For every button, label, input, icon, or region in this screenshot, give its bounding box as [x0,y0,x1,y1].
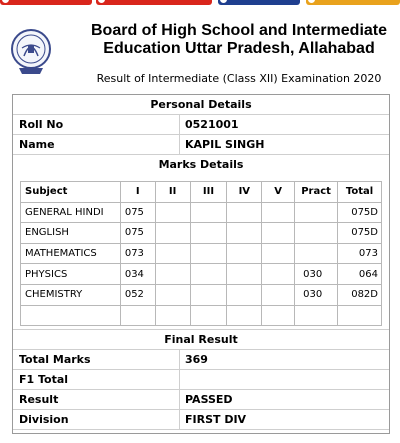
table-row [21,284,382,305]
up-board-emblem-icon [10,28,52,78]
board-title [86,22,392,58]
paper-ii-cell [155,284,190,305]
pract-cell: 030 [295,264,338,285]
roll-no-value: 0521001 [185,118,239,131]
subject-cell: ENGLISH [21,223,121,244]
paper-v-cell [262,202,295,223]
roll-no-label: Roll No [19,118,64,131]
paper-ii-cell [155,243,190,264]
total-cell: 075D [338,202,382,223]
name-value: KAPIL SINGH [185,138,265,151]
page-header [0,6,400,92]
result-row [13,390,389,410]
division-value: FIRST DIV [185,413,247,426]
board-title-line1: Board of High School and Intermediate [90,22,388,39]
paper-iv-cell [227,305,262,326]
table-row [21,202,382,223]
paper-i-cell [120,305,155,326]
total-cell: 064 [338,264,382,285]
pract-cell [295,243,338,264]
table-row [21,243,382,264]
paper-iii-cell [190,202,227,223]
paper-iii-cell [190,243,227,264]
total-cell [338,305,382,326]
division-row [13,410,389,430]
paper-v-cell [262,223,295,244]
subject-cell: CHEMISTRY [21,284,121,305]
paper-iii-cell [190,264,227,285]
phone-icon [308,0,315,3]
paper-ii-cell [155,305,190,326]
paper-iv-cell [227,284,262,305]
total-marks-label: Total Marks [19,353,91,366]
f1-total-label: F1 Total [19,373,69,386]
total-marks-row [13,350,389,370]
paper-ii-cell [155,223,190,244]
banner-button-3[interactable] [218,0,300,5]
pract-cell [295,223,338,244]
paper-iii-cell [190,223,227,244]
result-card [12,94,390,434]
paper-ii-cell [155,202,190,223]
result-label: Result [19,393,59,406]
pract-cell: 030 [295,284,338,305]
exam-subtitle: Result of Intermediate (Class XII) Examination 2020 [96,72,382,85]
table-row [21,305,382,326]
paper-iii-cell [190,284,227,305]
marks-table [20,181,382,326]
subject-cell: GENERAL HINDI [21,202,121,223]
subject-cell: MATHEMATICS [21,243,121,264]
phone-icon [220,0,227,3]
subject-cell [21,305,121,326]
col-total: Total [338,182,382,203]
table-row [21,264,382,285]
paper-v-cell [262,264,295,285]
pract-cell [295,305,338,326]
f1-total-row [13,370,389,390]
divider [179,370,180,389]
total-cell: 073 [338,243,382,264]
col-iv: IV [227,182,262,203]
paper-v-cell [262,305,295,326]
pract-cell [295,202,338,223]
paper-iv-cell [227,243,262,264]
total-cell: 075D [338,223,382,244]
paper-iv-cell [227,223,262,244]
banner-button-1[interactable] [0,0,92,5]
total-cell: 082D [338,284,382,305]
paper-v-cell [262,284,295,305]
paper-iv-cell [227,264,262,285]
whatsapp-icon [2,0,9,3]
banner-button-4[interactable] [306,0,400,5]
board-title-line2: Education Uttar Pradesh, Allahabad [103,40,375,57]
paper-i-cell: 075 [120,223,155,244]
phone-icon [98,0,105,3]
paper-i-cell: 073 [120,243,155,264]
name-label: Name [19,138,55,151]
subject-cell: PHYSICS [21,264,121,285]
col-pract: Pract [295,182,338,203]
paper-iii-cell [190,305,227,326]
roll-no-row [13,115,389,135]
col-v: V [262,182,295,203]
paper-iv-cell [227,202,262,223]
divider [179,115,180,134]
total-marks-value: 369 [185,353,208,366]
table-row [21,223,382,244]
marks-header-row [21,182,382,203]
personal-details-heading: Personal Details [13,95,389,115]
name-row [13,135,389,155]
result-value: PASSED [185,393,233,406]
divider [179,135,180,154]
paper-i-cell: 052 [120,284,155,305]
divider [179,390,180,409]
banner-button-2[interactable] [96,0,212,5]
col-ii: II [155,182,190,203]
paper-i-cell: 034 [120,264,155,285]
paper-i-cell: 075 [120,202,155,223]
paper-ii-cell [155,264,190,285]
col-iii: III [190,182,227,203]
division-label: Division [19,413,69,426]
paper-v-cell [262,243,295,264]
col-i: I [120,182,155,203]
marks-details-heading: Marks Details [158,158,244,171]
final-result-heading: Final Result [13,329,389,350]
divider [179,410,180,429]
divider [179,350,180,369]
col-subject: Subject [21,182,121,203]
